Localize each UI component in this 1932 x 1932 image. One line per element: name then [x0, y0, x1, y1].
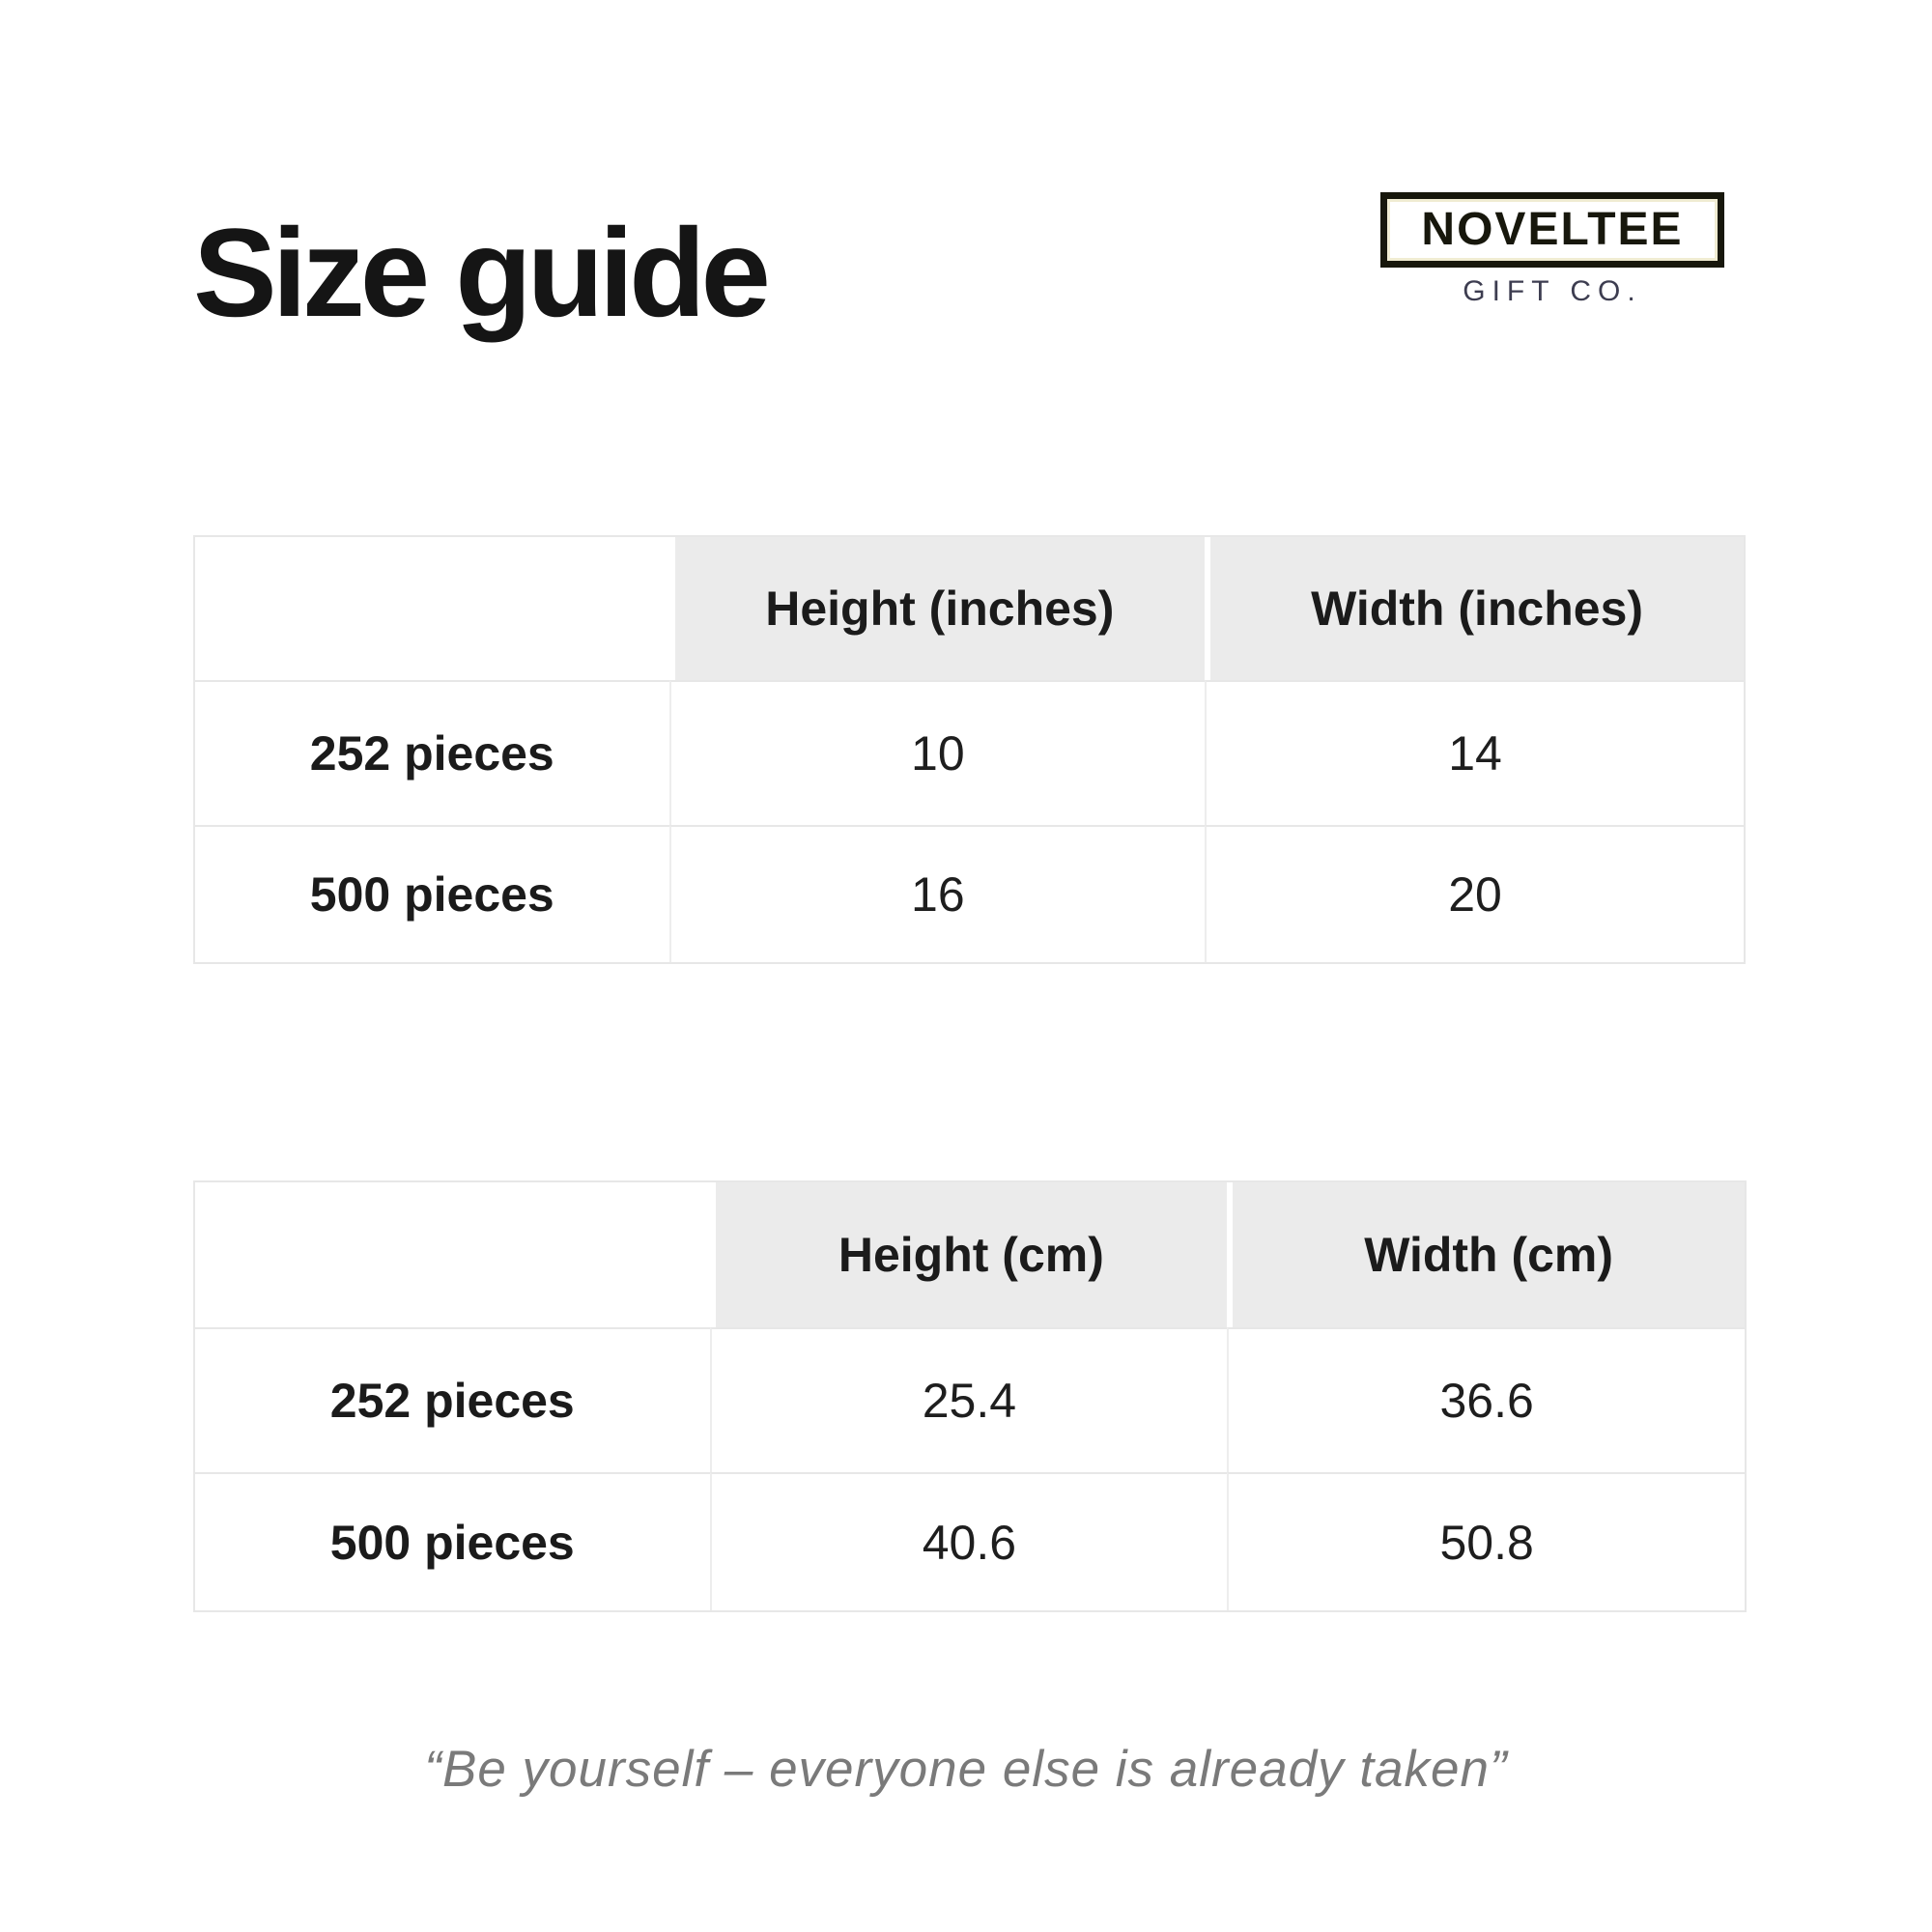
- table-cm-row-500-label: 500 pieces: [195, 1472, 710, 1610]
- table-inches-row-500-height: 16: [669, 825, 1206, 962]
- table-inches-row-252-label: 252 pieces: [195, 680, 669, 825]
- table-cm-header-height: Height (cm): [710, 1182, 1228, 1327]
- brand-logo: [1380, 192, 1724, 308]
- table-inches-header-width: Width (inches): [1205, 537, 1744, 680]
- page-title: Size guide: [193, 202, 766, 343]
- table-inches-corner-cell: [195, 537, 669, 680]
- table-cm-row-252-width: 36.6: [1227, 1327, 1745, 1472]
- logo-subtitle: GIFT CO.: [1463, 275, 1642, 307]
- table-cm-row-500-width: 50.8: [1227, 1472, 1745, 1610]
- table-cm-row-252-label: 252 pieces: [195, 1327, 710, 1472]
- quote-text: “Be yourself – everyone else is already taken”: [424, 1741, 1508, 1798]
- table-cm-corner-cell: [195, 1182, 710, 1327]
- table-cm-row-500-height: 40.6: [710, 1472, 1228, 1610]
- logo-wordmark: NOVELTEE: [1421, 204, 1684, 255]
- table-inches-row-252-height: 10: [669, 680, 1206, 825]
- table-inches-row-500-label: 500 pieces: [195, 825, 669, 962]
- logo-wordmark-box: [1380, 192, 1724, 268]
- table-cm-header-width: Width (cm): [1227, 1182, 1745, 1327]
- table-inches-header-height: Height (inches): [669, 537, 1206, 680]
- size-table-cm: [193, 1180, 1747, 1612]
- table-inches-row-252-width: 14: [1205, 680, 1744, 825]
- table-cm-row-252-height: 25.4: [710, 1327, 1228, 1472]
- table-inches-row-500-width: 20: [1205, 825, 1744, 962]
- size-table-inches: [193, 535, 1746, 964]
